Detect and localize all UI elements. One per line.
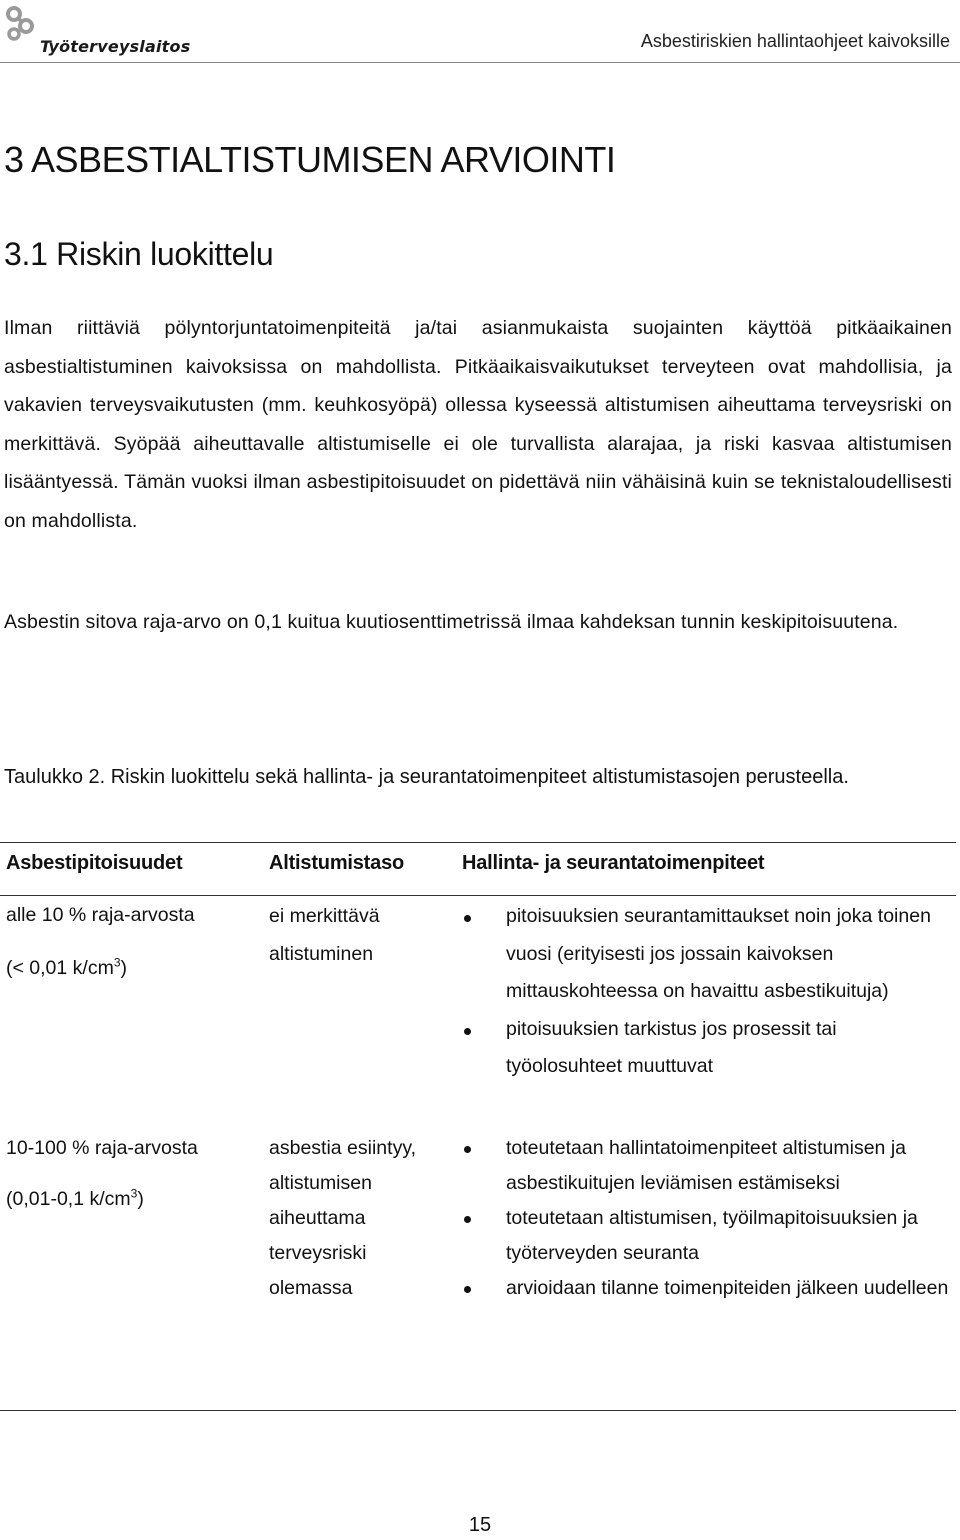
body-paragraph: Ilman riittäviä pölyntorjuntatoimenpiteitä ja/tai asianmukaista suojainten käyttöä pitkäaikainen asbestialtistuminen kaivoksissa on mahdollista. Pitkäaikaisvaikutukset terveyteen ovat mahdollisia, ja vakavien terveysvaikutusten (mm. keuhkosyöpä) ollessa kyseessä altistumisen aiheuttama terveysriski on merkittävä. Syöpää aiheuttavalle altistumiselle ei ole turvallista alarajaa, ja riski kasvaa altistumisen lisääntyessä. Tämän vuoksi ilman asbestipitoisuudet on pidettävä niin vähäisinä kuin se teknistaloudellisesti on mahdollista. [4, 317, 952, 532]
bullet-icon [464, 915, 471, 922]
table-caption: Taulukko 2. Riskin luokittelu sekä hallinta- ja seurantatoimenpiteet altistumistasojen perusteella. [4, 766, 849, 788]
bullet-icon [464, 1028, 471, 1035]
body-paragraph: Asbestin sitova raja-arvo on 0,1 kuitua kuutiosenttimetrissä ilmaa kahdeksan tunnin keskipitoisuutena. [4, 611, 899, 633]
level-line: ei merkittävä [269, 905, 380, 927]
column-header-concentrations: Asbestipitoisuudet [6, 852, 183, 874]
section-heading: 3 ASBESTIALTISTUMISEN ARVIOINTI [4, 139, 616, 180]
range-text: (0,01-0,1 k/cm [6, 1188, 131, 1210]
subsection-heading: 3.1 Riskin luokittelu [4, 236, 274, 272]
list-item [456, 898, 956, 1011]
concentration-range [6, 951, 195, 986]
level-line: terveysriski [269, 1242, 367, 1264]
list-item [456, 1131, 956, 1201]
range-exponent: 3 [130, 1186, 138, 1201]
table-header-rule [0, 895, 956, 896]
level-line: asbestia esiintyy, [269, 1137, 417, 1159]
range-text: (< 0,01 k/cm [6, 957, 114, 979]
tyoterveyslaitos-logo [4, 4, 191, 56]
table-cell-concentration [6, 1131, 198, 1217]
bullet-icon [464, 1216, 471, 1223]
action-text: toteutetaan hallintatoimenpiteet altistumisen ja asbestikuitujen leviämisen estämiseksi [506, 1137, 906, 1194]
action-text: toteutetaan altistumisen, työilmapitoisuuksien ja työterveyden seuranta [506, 1207, 918, 1264]
range-exponent: 3 [113, 955, 121, 970]
list-item [456, 1201, 956, 1271]
bullet-icon [464, 1286, 471, 1293]
list-item [456, 1011, 956, 1086]
actions-list [456, 1131, 956, 1306]
concentration-label: alle 10 % raja-arvosta [6, 904, 195, 926]
level-line: altistuminen [269, 942, 374, 965]
document-title: Asbestiriskien hallintaohjeet kaivoksille [640, 31, 950, 51]
page-number: 15 [468, 1514, 492, 1536]
logo-text: Työterveyslaitos [40, 37, 191, 56]
concentration-label: 10-100 % raja-arvosta [6, 1137, 198, 1159]
level-line: altistumisen [269, 1172, 372, 1194]
action-text: pitoisuuksien seurantamittaukset noin joka toinen vuosi (erityisesti jos jossain kaivoksen mittauskohteessa on havaittu asbestikuituja) [506, 905, 931, 1002]
bullet-icon [464, 1146, 471, 1153]
header-divider [0, 62, 960, 63]
level-line: olemassa [269, 1277, 353, 1299]
column-header-actions: Hallinta- ja seurantatoimenpiteet [462, 852, 765, 874]
table-bottom-rule [0, 1410, 956, 1411]
actions-list [456, 898, 956, 1086]
table-cell-exposure-level [269, 898, 380, 973]
table-cell-concentration [6, 898, 195, 986]
concentration-range [6, 1182, 198, 1217]
table-top-rule [0, 842, 956, 843]
action-text: arvioidaan tilanne toimenpiteiden jälkeen uudelleen [506, 1277, 949, 1299]
action-text: pitoisuuksien tarkistus jos prosessit tai työolosuhteet muuttuvat [506, 1017, 837, 1077]
range-close: ) [137, 1188, 144, 1210]
range-close: ) [120, 957, 128, 979]
list-item [456, 1271, 956, 1306]
level-line: aiheuttama [269, 1207, 366, 1229]
column-header-exposure-level: Altistumistaso [269, 852, 405, 874]
page-header [0, 0, 960, 64]
table-cell-exposure-level [269, 1131, 416, 1306]
